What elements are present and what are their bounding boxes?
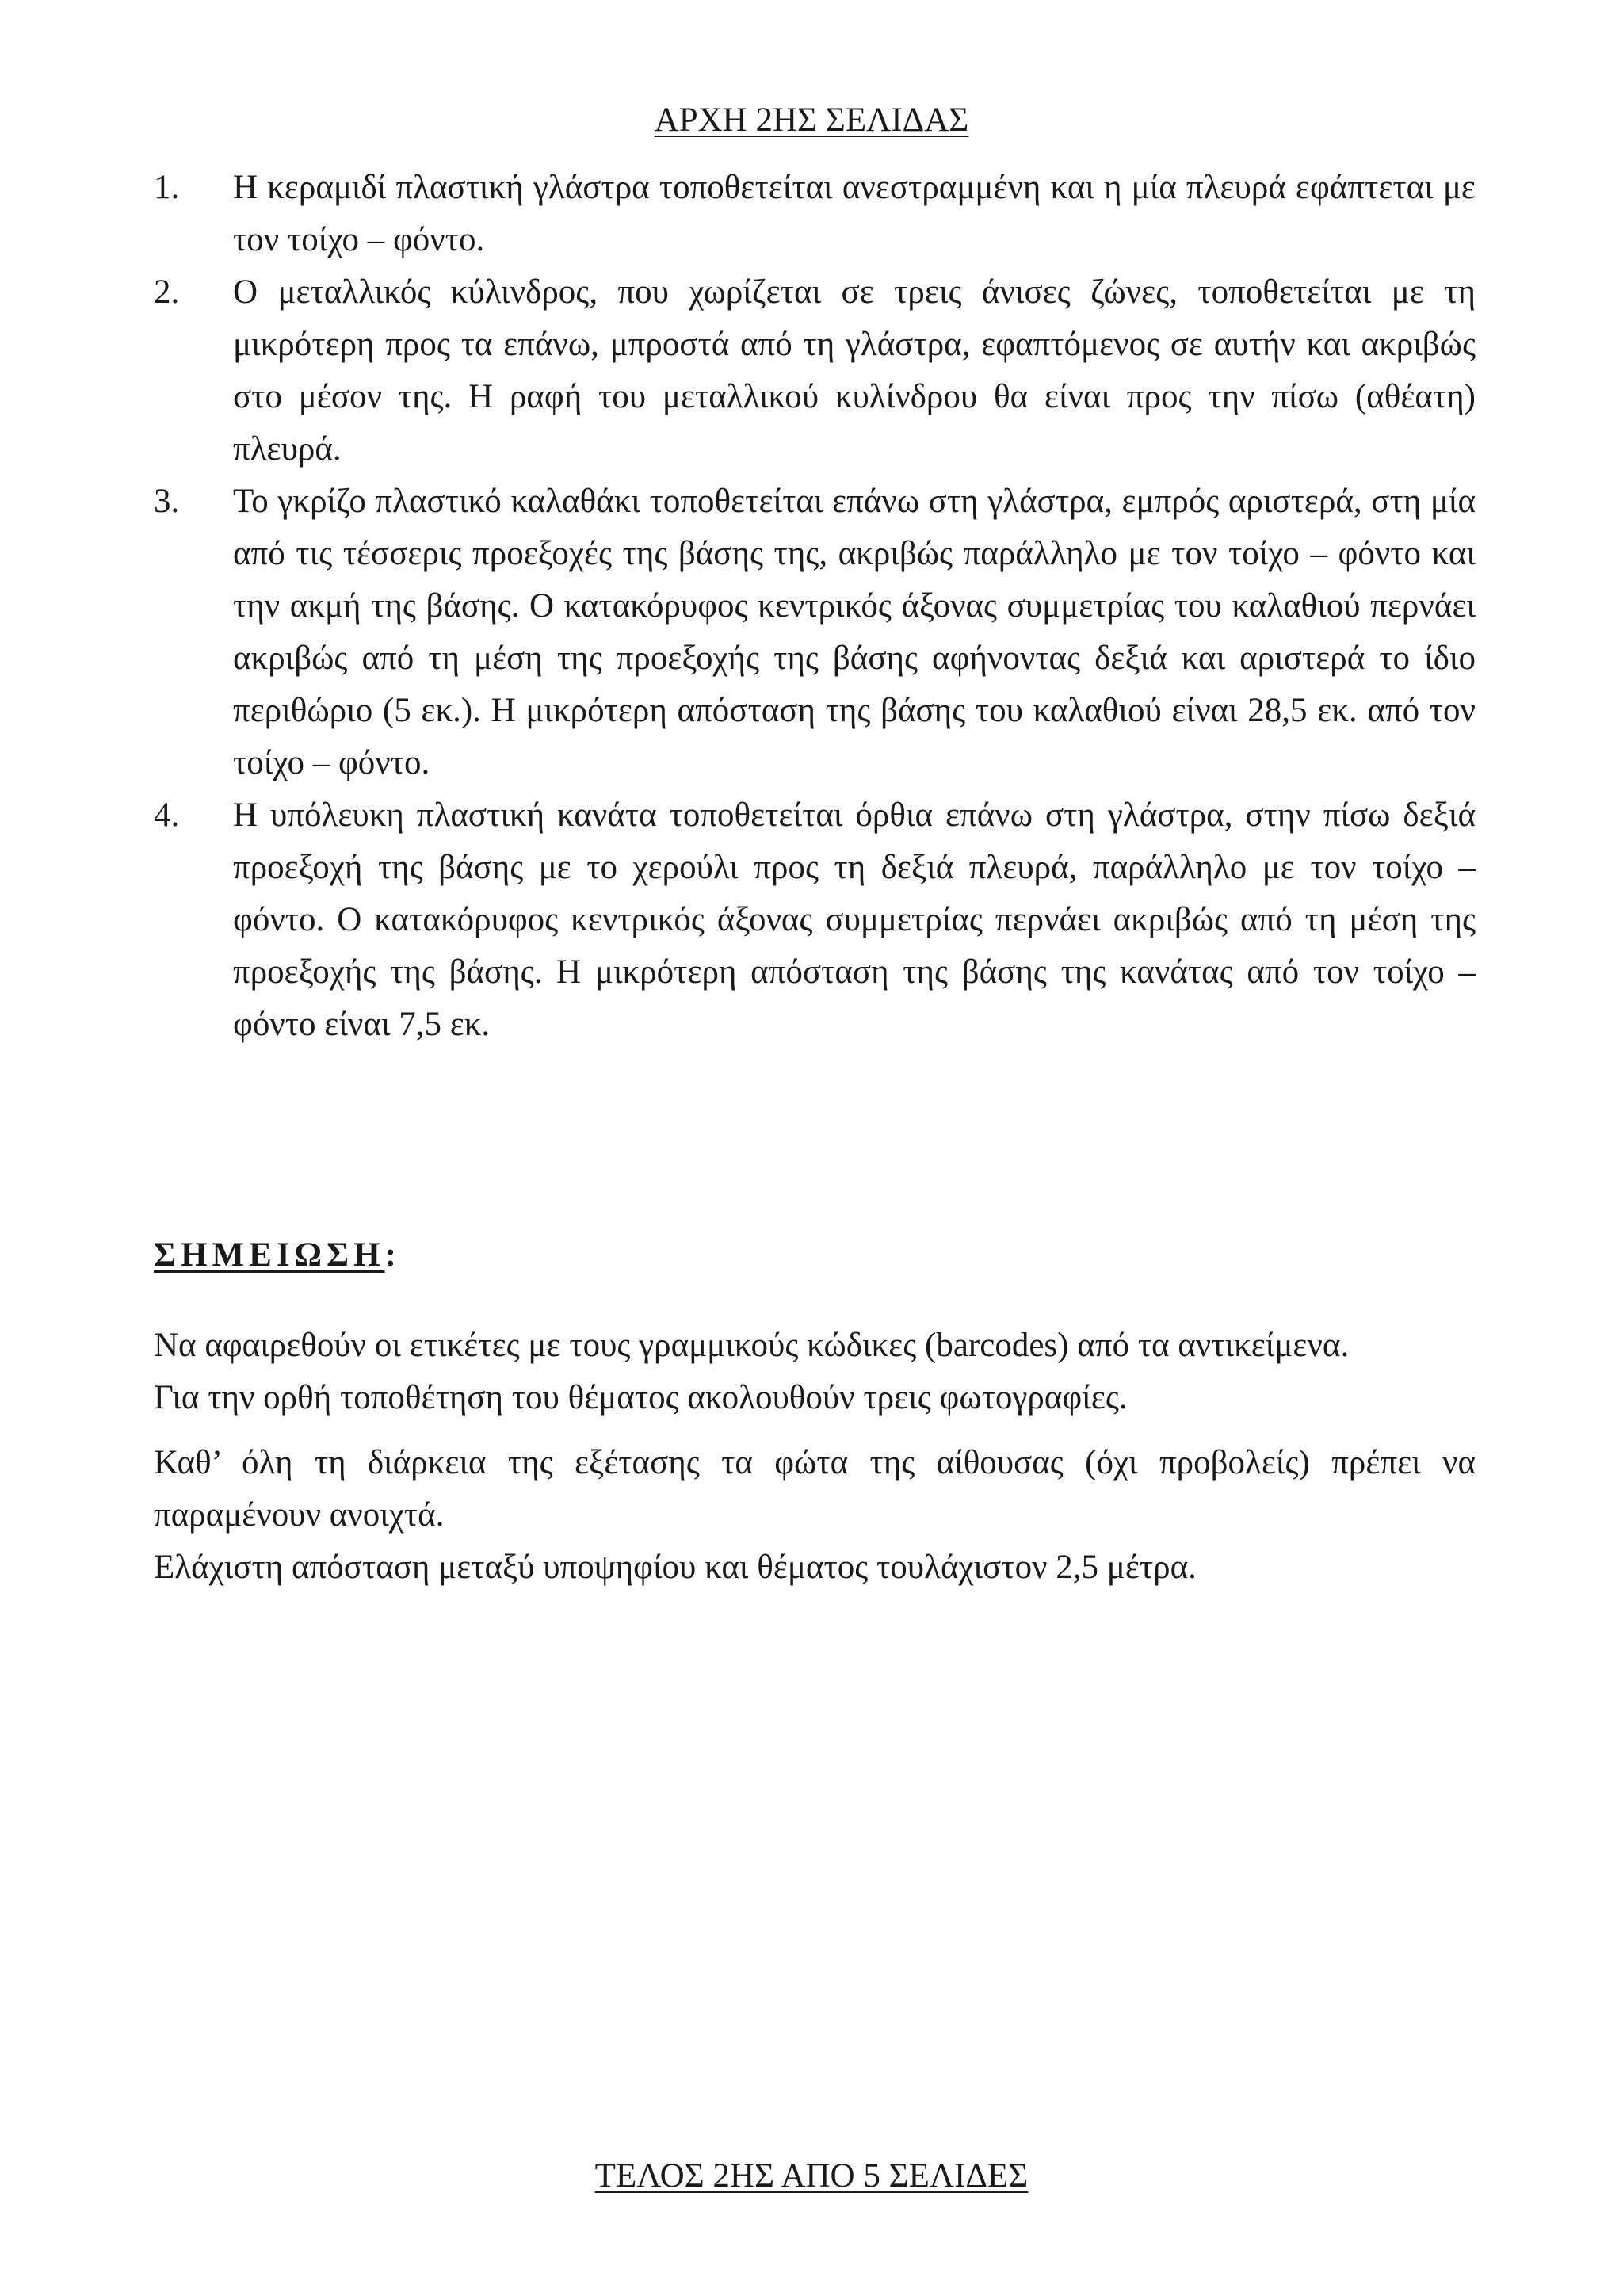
instruction-text: Η κεραμιδί πλαστική γλάστρα τοποθετείται ανεστραμμένη και η μία πλευρά εφάπτεται με τον τοίχο – φόντο. [233, 169, 1476, 258]
note-paragraph: Καθ’ όλη τη διάρκεια της εξέτασης τα φώτα της αίθουσας (όχι προβολείς) πρέπει να παραμένουν ανοιχτά. [154, 1444, 1476, 1534]
instruction-item [152, 266, 1476, 476]
instruction-text: Ο μεταλλικός κύλινδρος, που χωρίζεται σε τρεις άνισες ζώνες, τοποθετείται με τη μικρότερη προς τα επάνω, μπροστά από τη γλάστρα, εφαπτόμενος σε αυτήν και ακριβώς στο μέσον της. Η ραφή του μεταλλικού κυλίνδρου θα είναι προς την πίσω (αθέατη) πλευρά. [233, 273, 1476, 468]
note-body [154, 1320, 1476, 1594]
note-paragraph: Ελάχιστη απόσταση μεταξύ υποψηφίου και θέματος τουλάχιστον 2,5 μέτρα. [154, 1549, 1197, 1586]
instructions-list [152, 162, 1476, 1051]
note-heading [154, 1233, 401, 1278]
instruction-number: 1. [154, 169, 180, 206]
page-header: ΑΡΧΗ 2ΗΣ ΣΕΛΙΔΑΣ [654, 101, 969, 139]
instruction-text: Η υπόλευκη πλαστική κανάτα τοποθετείται όρθια επάνω στη γλάστρα, στην πίσω δεξιά προεξοχή της βάσης με το χερούλι προς τη δεξιά πλευρά, παράλληλο με τον τοίχο – φόντο. Ο κατακόρυφος κεντρικός άξονας συμμετρίας περνάει ακριβώς από τη μέση της προεξοχής της βάσης. Η μικρότερη απόσταση της βάσης της κανάτας από τον τοίχο – φόντο είναι 7,5 εκ. [233, 797, 1476, 1043]
instruction-number: 3. [154, 483, 180, 520]
note-paragraph: Να αφαιρεθούν οι ετικέτες με τους γραμμικούς κώδικες (barcodes) από τα αντικείμενα. [154, 1327, 1350, 1364]
instruction-item [152, 162, 1476, 266]
instruction-item [152, 476, 1476, 789]
page-footer: ΤΕΛΟΣ 2ΗΣ ΑΠΟ 5 ΣΕΛΙΔΕΣ [594, 2157, 1029, 2195]
instruction-number: 2. [154, 273, 180, 311]
instruction-item [152, 789, 1476, 1051]
note-paragraph: Για την ορθή τοποθέτηση του θέματος ακολουθούν τρεις φωτογραφίες. [154, 1379, 1128, 1416]
note-heading-colon: : [384, 1236, 401, 1274]
instruction-number: 4. [154, 797, 180, 834]
note-heading-label: ΣΗΜΕΙΩΣΗ [154, 1236, 385, 1274]
instruction-text: Το γκρίζο πλαστικό καλαθάκι τοποθετείται επάνω στη γλάστρα, εμπρός αριστερά, στη μία από τις τέσσερις προεξοχές της βάσης της, ακριβώς παράλληλο με τον τοίχο – φόντο και την ακμή της βάσης. Ο κατακόρυφος κεντρικός άξονας συμμετρίας του καλαθιού περνάει ακριβώς από τη μέση της προεξοχής της βάσης αφήνοντας δεξιά και αριστερά το ίδιο περιθώριο (5 εκ.). Η μικρότερη απόσταση της βάσης του καλαθιού είναι 28,5 εκ. από τον τοίχο – φόντο. [233, 483, 1476, 781]
